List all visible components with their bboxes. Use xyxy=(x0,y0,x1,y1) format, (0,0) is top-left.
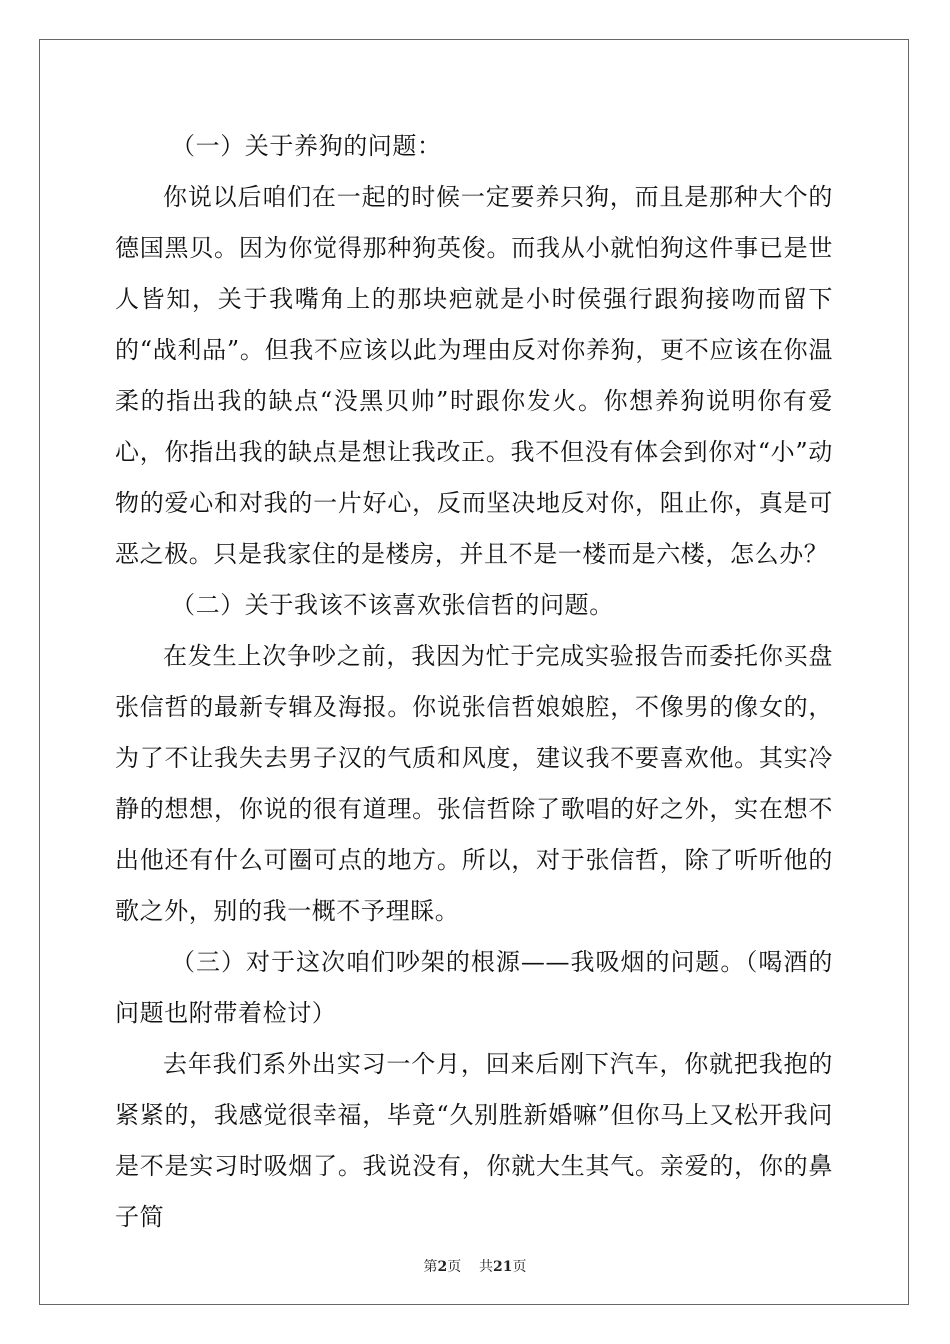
paragraph-singer: 在发生上次争吵之前，我因为忙于完成实验报告而委托你买盘张信哲的最新专辑及海报。你说张信哲娘娘腔，不像男的像女的，为了不让我失去男子汉的气质和风度，建议我不要喜欢他。其实冷静的想想，你说的很有道理。张信哲除了歌唱的好之外，实在想不出他还有什么可圈可点的地方。所以，对于张信哲，除了听听他的歌之外，别的我一概不予理睬。 xyxy=(115,642,833,925)
page-suffix: 页 xyxy=(447,1259,462,1275)
paragraph-smoking: 去年我们系外出实习一个月，回来后刚下汽车，你就把我抱的紧紧的，我感觉很幸福，毕竟“久别胜新婚嘛”但你马上又松开我问是不是实习时吸烟了。我说没有，你就大生其气。亲爱的，你的鼻子简 xyxy=(115,1050,833,1231)
document-body xyxy=(115,121,833,1243)
section-heading-singer: （二）关于我该不该喜欢张信哲的问题。 xyxy=(171,591,614,619)
page-prefix: 第 xyxy=(423,1259,438,1275)
section-heading-dogs: （一）关于养狗的问题： xyxy=(171,132,442,160)
total-prefix: 共 xyxy=(479,1259,494,1275)
paragraph-dogs: 你说以后咱们在一起的时候一定要养只狗，而且是那种大个的德国黑贝。因为你觉得那种狗英俊。而我从小就怕狗这件事已是世人皆知，关于我嘴角上的那块疤就是小时侯强行跟狗接吻而留下的“战利品”。但我不应该以此为理由反对你养狗，更不应该在你温柔的指出我的缺点“没黑贝帅”时跟你发火。你想养狗说明你有爱心，你指出我的缺点是想让我改正。我不但没有体会到你对“小”动物的爱心和对我的一片好心，反而坚决地反对你，阻止你，真是可恶之极。只是我家住的是楼房，并且不是一楼而是六楼，怎么办？ xyxy=(115,183,833,568)
section-heading-smoking: （三）对于这次咱们吵架的根源——我吸烟的问题。（喝酒的问题也附带着检讨） xyxy=(115,948,833,1027)
page-number: 2 xyxy=(437,1259,448,1275)
total-suffix: 页 xyxy=(512,1259,527,1275)
page-footer xyxy=(0,1256,950,1276)
total-pages: 21 xyxy=(493,1259,513,1275)
